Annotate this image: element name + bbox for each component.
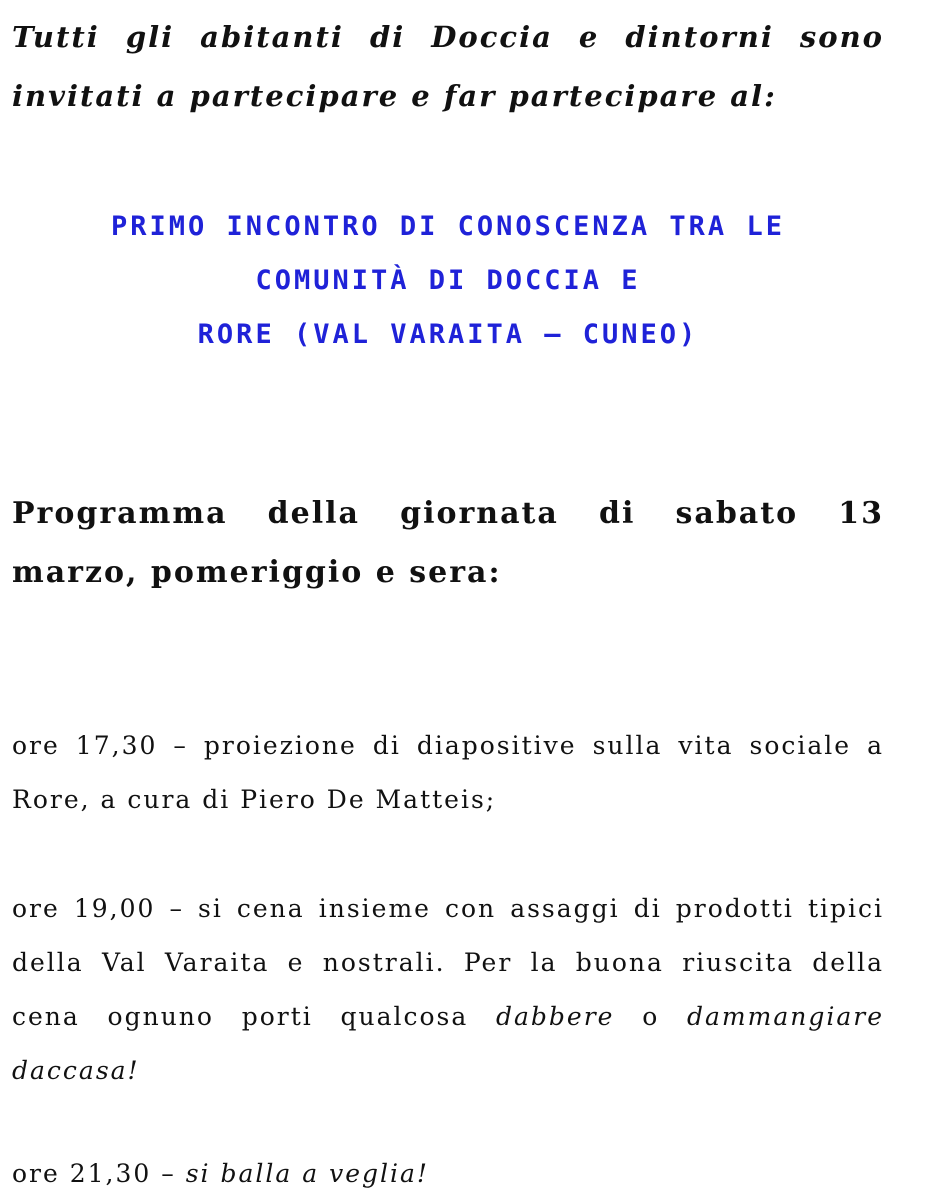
event-headline: [12, 200, 884, 362]
intro-paragraph: Tutti gli abitanti di Doccia e dintorni sono invitati a partecipare e far partecipare al:: [12, 20, 884, 113]
headline-line-1: PRIMO INCONTRO DI CONOSCENZA TRA LE: [111, 211, 785, 242]
schedule-item-2130-italic: si balla a veglia!: [185, 1159, 429, 1188]
schedule-item-1900-italic-1: dabbere: [496, 1002, 615, 1031]
schedule-item-1900: [12, 882, 884, 1098]
schedule-item-2130: [12, 1147, 884, 1201]
schedule-item-1900-text: ore 19,00 – si cena insieme con assaggi di prodotti tipici della Val Varaita e nostrali. Per la buona riuscita della cena ognuno porti qualcosa: [12, 894, 884, 1031]
headline-line-3: RORE (VAL VARAITA – CUNEO): [197, 319, 699, 350]
headline-line-2: COMUNITÀ DI DOCCIA E: [255, 265, 641, 296]
schedule-item-2130-text: ore 21,30 –: [12, 1159, 186, 1188]
schedule-item-1900-connector: o: [614, 1002, 688, 1031]
schedule-item-1730: ore 17,30 – proiezione di diapositive sulla vita sociale a Rore, a cura di Piero De Matteis;: [12, 731, 884, 814]
schedule-item-1900-italic-2: dammangiare daccasa!: [12, 1002, 884, 1085]
program-title: Programma della giornata di sabato 13 marzo, pomeriggio e sera:: [12, 496, 884, 590]
